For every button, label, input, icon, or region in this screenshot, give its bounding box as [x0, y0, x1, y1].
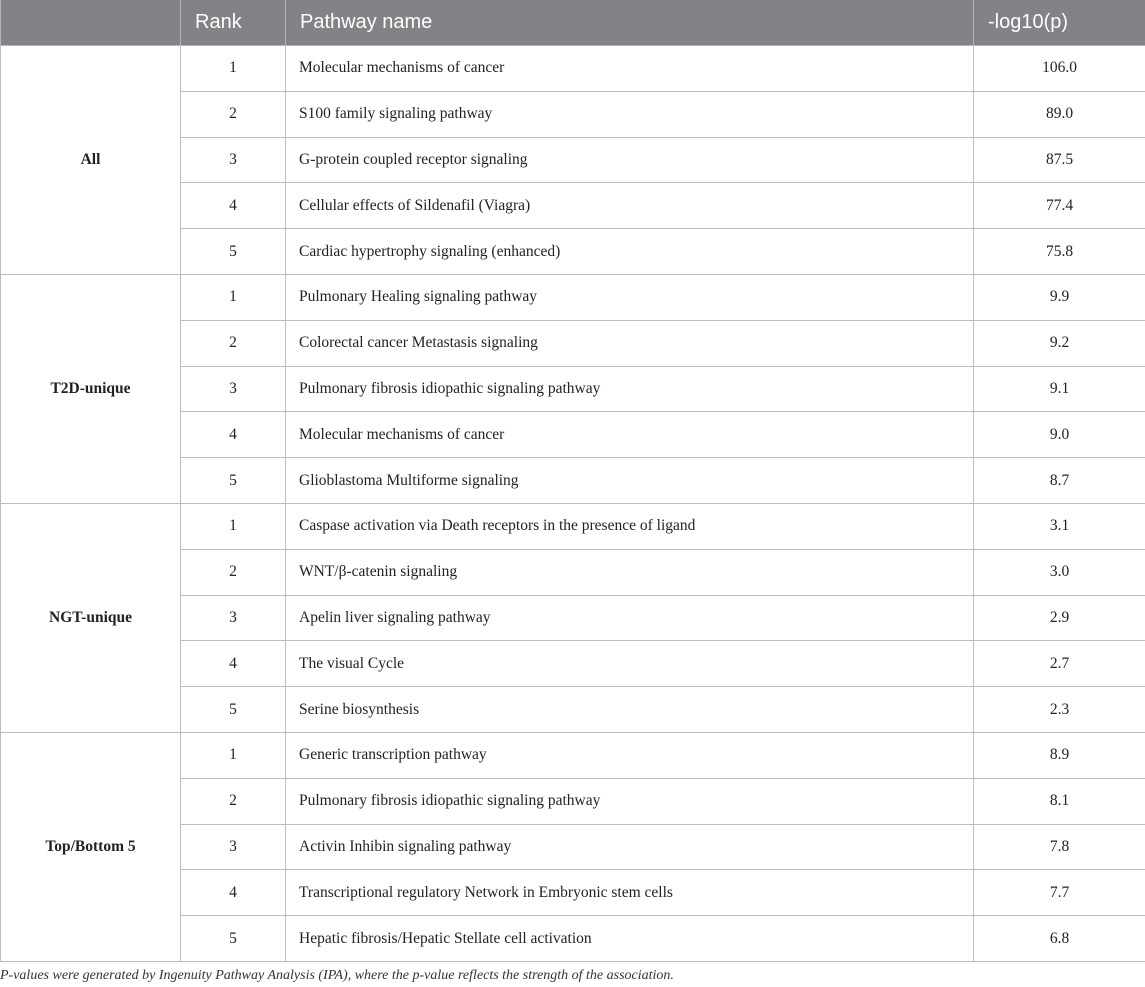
header-rank: Rank: [181, 0, 286, 46]
rank-cell: 2: [181, 320, 286, 366]
table-footnote: P-values were generated by Ingenuity Pathway Analysis (IPA), where the p-value reflects the strength of the association.: [0, 968, 674, 983]
log-p-cell: 9.9: [974, 274, 1145, 320]
rank-cell: 1: [181, 274, 286, 320]
pathway-name-cell: Serine biosynthesis: [286, 687, 974, 733]
pathway-name-cell: Glioblastoma Multiforme signaling: [286, 458, 974, 504]
rank-cell: 5: [181, 229, 286, 275]
rank-cell: 5: [181, 687, 286, 733]
header-log-p: -log10(p): [974, 0, 1145, 46]
log-p-cell: 2.7: [974, 641, 1145, 687]
rank-cell: 1: [181, 503, 286, 549]
log-p-cell: 3.1: [974, 503, 1145, 549]
pathway-name-cell: Colorectal cancer Metastasis signaling: [286, 320, 974, 366]
log-p-cell: 7.8: [974, 824, 1145, 870]
group-label: All: [1, 46, 181, 275]
pathway-name-cell: Cellular effects of Sildenafil (Viagra): [286, 183, 974, 229]
rank-cell: 3: [181, 595, 286, 641]
pathway-name-cell: Transcriptional regulatory Network in Embryonic stem cells: [286, 870, 974, 916]
rank-cell: 4: [181, 412, 286, 458]
log-p-cell: 77.4: [974, 183, 1145, 229]
pathway-name-cell: Cardiac hypertrophy signaling (enhanced): [286, 229, 974, 275]
table-row: [1, 732, 1145, 778]
group-label: T2D-unique: [1, 274, 181, 503]
header-pathway-name: Pathway name: [286, 0, 974, 46]
pathway-name-cell: The visual Cycle: [286, 641, 974, 687]
rank-cell: 3: [181, 366, 286, 412]
rank-cell: 4: [181, 641, 286, 687]
pathway-name-cell: G-protein coupled receptor signaling: [286, 137, 974, 183]
pathway-name-cell: Pulmonary fibrosis idiopathic signaling pathway: [286, 366, 974, 412]
rank-cell: 1: [181, 732, 286, 778]
table-row: [1, 46, 1145, 92]
log-p-cell: 87.5: [974, 137, 1145, 183]
log-p-cell: 106.0: [974, 46, 1145, 92]
pathway-name-cell: Apelin liver signaling pathway: [286, 595, 974, 641]
rank-cell: 4: [181, 870, 286, 916]
header-group: [1, 0, 181, 46]
pathway-name-cell: Caspase activation via Death receptors in the presence of ligand: [286, 503, 974, 549]
table-body: [1, 46, 1145, 962]
log-p-cell: 7.7: [974, 870, 1145, 916]
group-label: Top/Bottom 5: [1, 732, 181, 961]
rank-cell: 2: [181, 778, 286, 824]
rank-cell: 5: [181, 916, 286, 962]
log-p-cell: 9.1: [974, 366, 1145, 412]
pathway-name-cell: Molecular mechanisms of cancer: [286, 46, 974, 92]
pathway-name-cell: Generic transcription pathway: [286, 732, 974, 778]
rank-cell: 3: [181, 824, 286, 870]
log-p-cell: 8.1: [974, 778, 1145, 824]
pathway-name-cell: Activin Inhibin signaling pathway: [286, 824, 974, 870]
table-row: [1, 274, 1145, 320]
group-label: NGT-unique: [1, 503, 181, 732]
rank-cell: 3: [181, 137, 286, 183]
pathway-name-cell: WNT/β-catenin signaling: [286, 549, 974, 595]
log-p-cell: 89.0: [974, 91, 1145, 137]
rank-cell: 2: [181, 549, 286, 595]
pathway-name-cell: Hepatic fibrosis/Hepatic Stellate cell activation: [286, 916, 974, 962]
rank-cell: 5: [181, 458, 286, 504]
rank-cell: 2: [181, 91, 286, 137]
log-p-cell: 6.8: [974, 916, 1145, 962]
pathway-name-cell: Molecular mechanisms of cancer: [286, 412, 974, 458]
log-p-cell: 8.7: [974, 458, 1145, 504]
log-p-cell: 2.3: [974, 687, 1145, 733]
pathway-name-cell: Pulmonary Healing signaling pathway: [286, 274, 974, 320]
log-p-cell: 2.9: [974, 595, 1145, 641]
log-p-cell: 9.0: [974, 412, 1145, 458]
log-p-cell: 9.2: [974, 320, 1145, 366]
log-p-cell: 75.8: [974, 229, 1145, 275]
header-row: [1, 0, 1145, 46]
log-p-cell: 3.0: [974, 549, 1145, 595]
log-p-cell: 8.9: [974, 732, 1145, 778]
pathway-name-cell: S100 family signaling pathway: [286, 91, 974, 137]
table-row: [1, 503, 1145, 549]
pathway-name-cell: Pulmonary fibrosis idiopathic signaling pathway: [286, 778, 974, 824]
rank-cell: 1: [181, 46, 286, 92]
table-header: [1, 0, 1145, 46]
rank-cell: 4: [181, 183, 286, 229]
